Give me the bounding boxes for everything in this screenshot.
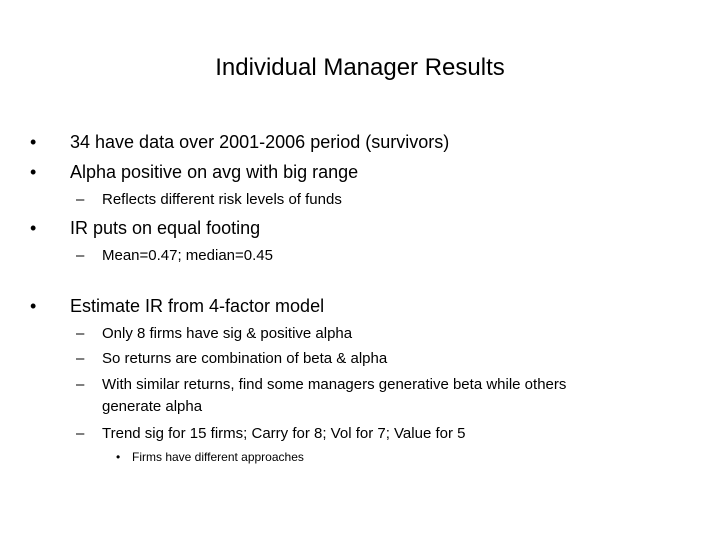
bullet-level1 xyxy=(30,295,690,317)
bullet-text: Mean=0.47; median=0.45 xyxy=(102,247,273,264)
bullet-level2 xyxy=(76,424,696,443)
bullet-marker: • xyxy=(30,218,37,238)
bullet-text: IR puts on equal footing xyxy=(70,218,261,238)
bullet-marker: • xyxy=(30,296,37,316)
bullet-text: Only 8 firms have sig & positive alpha xyxy=(102,325,353,342)
dash-marker: – xyxy=(76,325,85,342)
dash-marker: – xyxy=(76,191,85,208)
bullet-text: Reflects different risk levels of funds xyxy=(102,191,342,208)
bullet-text: 34 have data over 2001-2006 period (survivors) xyxy=(70,132,450,152)
bullet-text: So returns are combination of beta & alpha xyxy=(102,350,388,367)
bullet-marker: • xyxy=(30,132,37,152)
bullet-text: Trend sig for 15 firms; Carry for 8; Vol for 7; Value for 5 xyxy=(102,425,466,442)
dash-marker: – xyxy=(76,350,85,367)
bullet-level2 xyxy=(76,349,696,368)
bullet-level1 xyxy=(30,131,690,153)
bullet-level3 xyxy=(116,450,696,465)
slide-title: Individual Manager Results xyxy=(215,54,505,81)
bullet-marker: • xyxy=(30,162,37,182)
bullet-level1 xyxy=(30,161,690,183)
dash-marker: – xyxy=(76,247,85,264)
dash-marker: – xyxy=(76,376,85,393)
bullet-level1 xyxy=(30,217,690,239)
bullet-level2-continuation xyxy=(76,397,696,416)
bullet-text: Estimate IR from 4-factor model xyxy=(70,296,325,316)
bullet-text: Alpha positive on avg with big range xyxy=(70,162,359,182)
bullet-level2 xyxy=(76,375,696,394)
dash-marker: – xyxy=(76,425,85,442)
bullet-level2 xyxy=(76,324,696,343)
bullet-text: Firms have different approaches xyxy=(132,450,304,464)
bullet-marker: • xyxy=(116,450,121,464)
bullet-level2 xyxy=(76,246,696,265)
bullet-level2 xyxy=(76,190,696,209)
bullet-text: With similar returns, find some managers generative beta while others xyxy=(102,376,567,393)
bullet-text: generate alpha xyxy=(102,398,203,415)
